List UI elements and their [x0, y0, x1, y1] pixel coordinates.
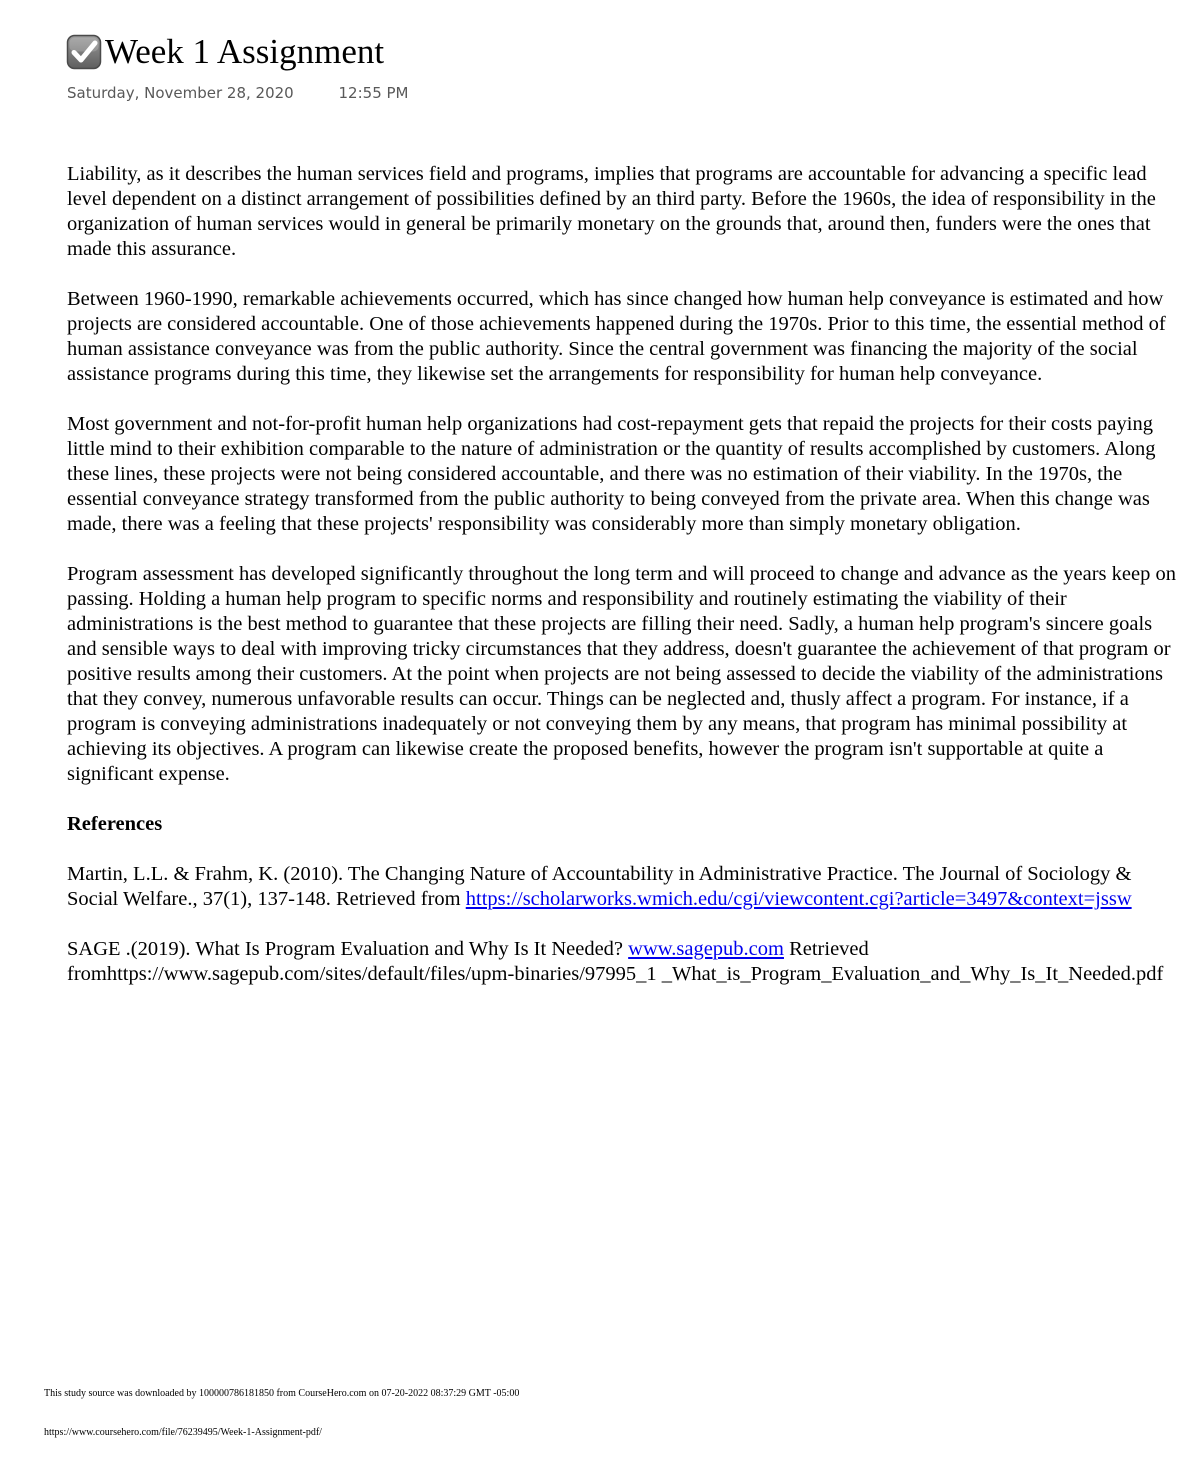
note-time: 12:55 PM: [338, 84, 409, 102]
reference-item: [67, 862, 1185, 912]
reference-text: Retrieved fromhttps://www.sagepub.com/sites/default/files/upm-binaries/97995_1 _What_is_Program_Evaluation_and_Why_Is_It_Needed.pdf: [67, 938, 1164, 985]
reference-item: [67, 937, 1185, 987]
reference-link[interactable]: www.sagepub.com: [628, 938, 784, 960]
checkbox-checked-icon: [66, 34, 102, 70]
body-paragraph: Most government and not-for-profit human help organizations had cost-repayment gets that repaid the projects for their costs paying little mind to their exhibition comparable to the nature of administration or the quantity of results accomplished by customers. Along these lines, these projects were not being considered accountable, and there was no estimation of their viability. In the 1970s, the essential conveyance strategy transformed from the public authority to being conveyed from the private area. When this change was made, there was a feeling that these projects' responsibility was considerably more than simply monetary obligation.: [67, 413, 1156, 535]
title-row: [66, 31, 384, 73]
note-timestamp: [67, 84, 409, 102]
download-source-note: This study source was downloaded by 100000786181850 from CourseHero.com on 07-20-2022 08:37:29 GMT -05:00: [44, 1388, 520, 1399]
document-body: [67, 162, 1185, 1012]
page-title: Week 1 Assignment: [105, 32, 385, 71]
note-date: Saturday, November 28, 2020: [67, 84, 294, 102]
reference-text: Martin, L.L. & Frahm, K. (2010). The Changing Nature of Accountability in Administrative Practice. The Journal of Sociology & Social Welfare., 37(1), 137-148. Retrieved from: [67, 863, 1132, 910]
reference-text: SAGE .(2019). What Is Program Evaluation and Why Is It Needed?: [67, 938, 629, 960]
footer-url: https://www.coursehero.com/file/76239495/Week-1-Assignment-pdf/: [44, 1427, 322, 1438]
reference-link[interactable]: https://scholarworks.wmich.edu/cgi/viewcontent.cgi?article=3497&context=jssw: [465, 888, 1132, 910]
body-paragraph: Program assessment has developed significantly throughout the long term and will proceed to change and advance as the years keep on passing. Holding a human help program to specific norms and responsibility and routinely estimating the viability of their administrations is the best method to guarantee that these projects are filling their need. Sadly, a human help program's sincere goals and sensible ways to deal with improving tricky circumstances that they address, doesn't guarantee the achievement of that program or positive results among their customers. At the point when projects are not being assessed to decide the viability of the administrations that they convey, numerous unfavorable results can occur. Things can be neglected and, thusly affect a program. For instance, if a program is conveying administrations inadequately or not conveying them by any means, that program has minimal possibility at achieving its objectives. A program can likewise create the proposed benefits, however the program isn't supportable at quite a significant expense.: [67, 563, 1176, 785]
body-paragraph: Liability, as it describes the human services field and programs, implies that programs are accountable for advancing a specific lead level dependent on a distinct arrangement of possibilities defined by an third party. Before the 1960s, the idea of responsibility in the organization of human services would in general be primarily monetary on the grounds that, around then, funders were the ones that made this assurance.: [67, 163, 1156, 260]
references-heading: References: [67, 813, 163, 835]
body-paragraph: Between 1960-1990, remarkable achievements occurred, which has since changed how human help conveyance is estimated and how projects are considered accountable. One of those achievements happened during the 1970s. Prior to this time, the essential method of human assistance conveyance was from the public authority. Since the central government was financing the majority of the social assistance programs during this time, they likewise set the arrangements for responsibility for human help conveyance.: [67, 288, 1166, 385]
